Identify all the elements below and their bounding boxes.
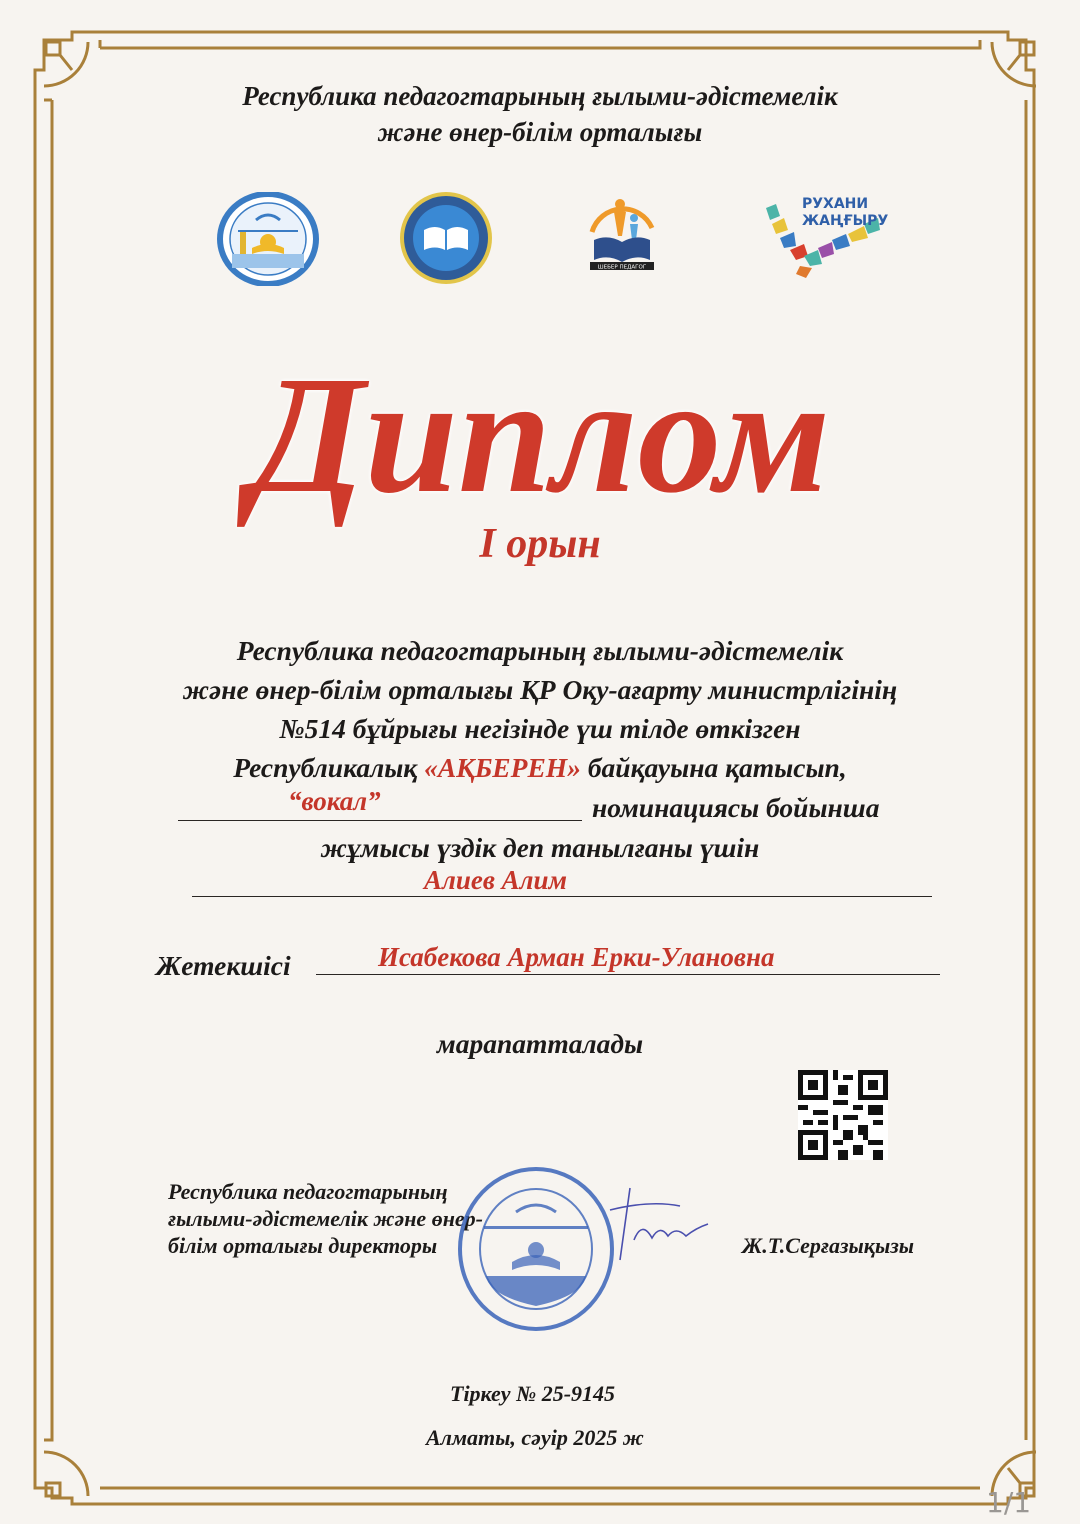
- supervisor-label: Жетекшісі: [156, 950, 291, 981]
- supervisor-name: Исабекова Арман Ерки-Улановна: [378, 942, 775, 972]
- zhangyru-line: ЖАҢҒЫРУ: [802, 213, 889, 229]
- org-line-1: Республика педагогтарының ғылыми-әдістемелік: [242, 81, 838, 111]
- page-indicator: 1/1: [986, 1486, 1032, 1519]
- contest-name: «АҚБЕРЕН»: [424, 752, 581, 783]
- nomination-underline: [178, 820, 582, 821]
- recognition-line: жұмысы үздік деп танылғаны үшін: [320, 832, 760, 863]
- rukhani-line: РУХАНИ: [802, 196, 869, 212]
- nomination-suffix: номинациясы бойынша: [592, 792, 880, 823]
- place-date: Алматы, сәуір 2025 ж: [426, 1425, 644, 1450]
- ministry-education-logo: [398, 190, 494, 286]
- director-position: Республика педагогтарының ғылыми-әдістемелік және өнер- білім орталығы директоры: [168, 1179, 484, 1258]
- signer-name: Ж.Т.Серғазықызы: [742, 1233, 915, 1258]
- award-line-4: Республикалық «АҚБЕРЕН» байқауына қатысып,: [233, 752, 847, 783]
- sheber-pedagog-logo: [586, 188, 658, 274]
- qr-code[interactable]: [798, 1070, 888, 1160]
- rukhani-zhangyru-logo: [760, 194, 890, 284]
- svg-text:ШЕБЕР ПЕДАГОГ: ШЕБЕР ПЕДАГОГ: [597, 264, 647, 271]
- diploma-title: Диплом: [249, 342, 831, 528]
- center-emblem-logo: [216, 192, 320, 286]
- organization-header: [0, 80, 1080, 148]
- place-label: I орын: [479, 521, 601, 567]
- awarded-text: марапатталады: [436, 1028, 644, 1059]
- award-text: [0, 631, 1080, 787]
- nomination-value: “вокал”: [288, 786, 381, 816]
- award-line-3: №514 бұйрығы негізінде үш тілде өткізген: [279, 713, 801, 744]
- supervisor-underline: [316, 974, 940, 975]
- participant-underline: [192, 896, 932, 897]
- award-line-2: және өнер-білім орталығы ҚР Оқу-ағарту министрлігінің: [182, 674, 898, 705]
- participant-name: Алиев Алим: [424, 865, 568, 895]
- award-line-1: Республика педагогтарының ғылыми-әдістемелік: [236, 635, 844, 666]
- signature-mark: [590, 1180, 720, 1270]
- org-line-2: және өнер-білім орталығы: [377, 117, 703, 147]
- registration-number: Тіркеу № 25-9145: [450, 1381, 616, 1406]
